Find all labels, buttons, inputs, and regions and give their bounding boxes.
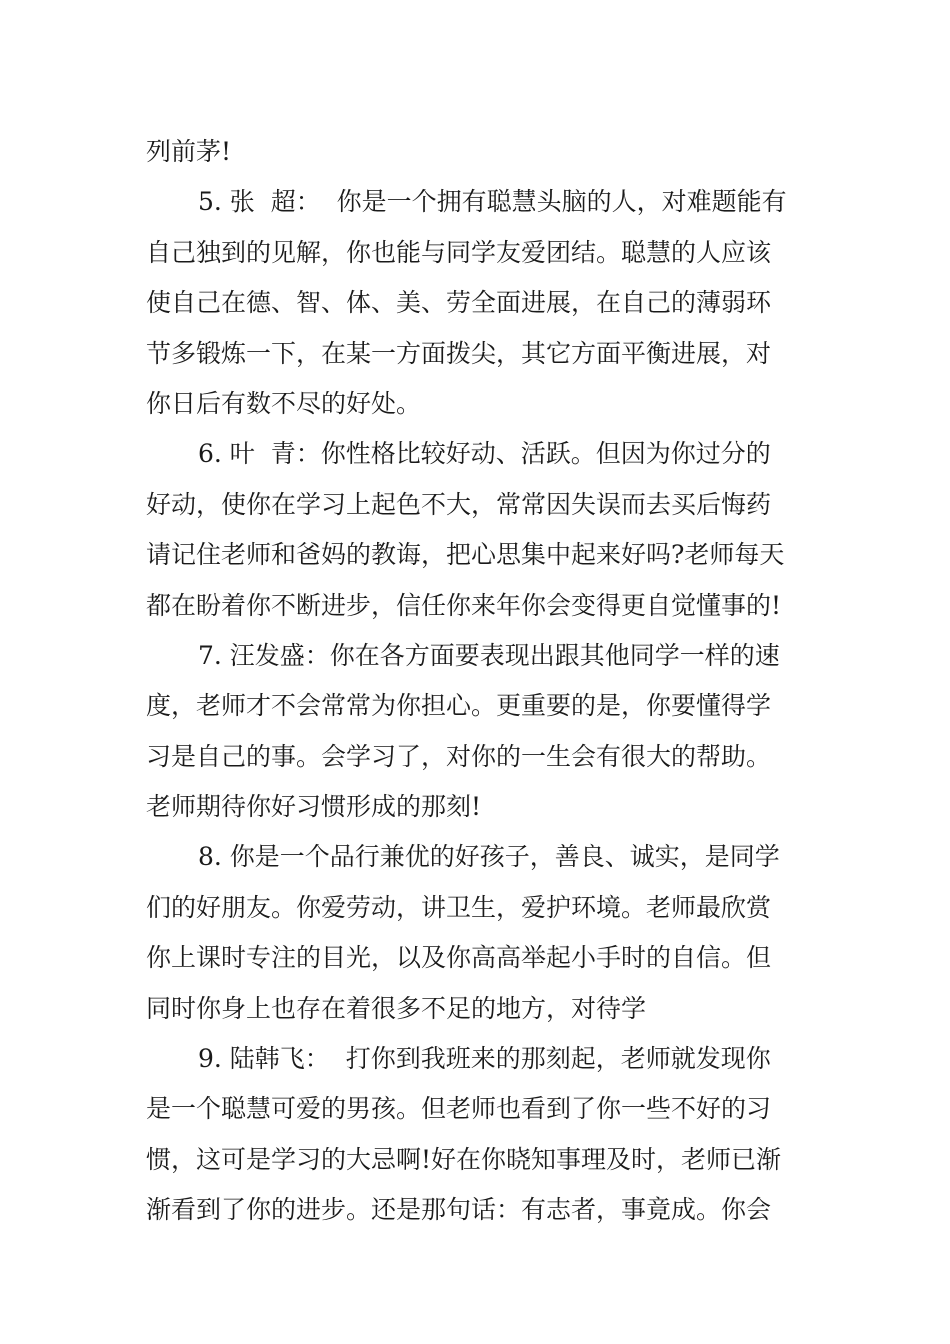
text-line: 5. 张 超： 你是一个拥有聪慧头脑的人，对难题能有	[198, 187, 787, 217]
text-line: 自己独到的见解，你也能与同学友爱团结。聪慧的人应该	[146, 237, 772, 267]
text-line: 6. 叶 青：你性格比较好动、活跃。但因为你过分的	[198, 439, 771, 469]
text-line: 7. 汪发盛：你在各方面要表现出跟其他同学一样的速	[198, 640, 780, 670]
paragraph-comment-6	[146, 429, 810, 631]
paragraph-continuation	[146, 127, 810, 177]
text-line: 同时你身上也存在着很多不足的地方，对待学	[146, 993, 647, 1023]
text-line: 节多锻炼一下，在某一方面拨尖，其它方面平衡进展，对	[146, 338, 772, 368]
text-line: 9. 陆韩飞： 打你到我班来的那刻起，老师就发现你	[198, 1044, 771, 1074]
text-line: 你上课时专注的目光，以及你高高举起小手时的自信。但	[146, 943, 772, 973]
text-line: 你日后有数不尽的好处。	[146, 388, 422, 418]
text-line: 度，老师才不会常常为你担心。更重要的是，你要懂得学	[146, 691, 772, 721]
text-line: 老师期待你好习惯形成的那刻!	[146, 792, 482, 822]
text-line: 好动，使你在学习上起色不大，常常因失误而去买后悔药	[146, 489, 772, 519]
text-line: 惯，这可是学习的大忌啊!好在你晓知事理及时，老师已渐	[146, 1144, 782, 1174]
paragraph-comment-5	[146, 177, 810, 429]
text-line: 请记住老师和爸妈的教诲，把心思集中起来好吗?老师每天	[146, 540, 785, 570]
paragraph-comment-8	[146, 832, 810, 1034]
text-line: 渐看到了你的进步。还是那句话：有志者，事竟成。你会	[146, 1195, 772, 1225]
text-line: 使自己在德、智、体、美、劳全面进展，在自己的薄弱环	[146, 288, 772, 318]
paragraph-comment-7	[146, 631, 810, 833]
text-line: 都在盼着你不断进步，信任你来年你会变得更自觉懂事的!	[146, 590, 782, 620]
text-line: 习是自己的事。会学习了，对你的一生会有很大的帮助。	[146, 741, 772, 771]
text-line: 列前茅!	[146, 137, 232, 166]
document-body	[146, 127, 810, 1236]
text-line: 8. 你是一个品行兼优的好孩子，善良、诚实，是同学	[198, 842, 780, 872]
text-line: 们的好朋友。你爱劳动，讲卫生，爱护环境。老师最欣赏	[146, 892, 772, 922]
paragraph-comment-9	[146, 1034, 810, 1236]
text-line: 是一个聪慧可爱的男孩。但老师也看到了你一些不好的习	[146, 1094, 772, 1124]
